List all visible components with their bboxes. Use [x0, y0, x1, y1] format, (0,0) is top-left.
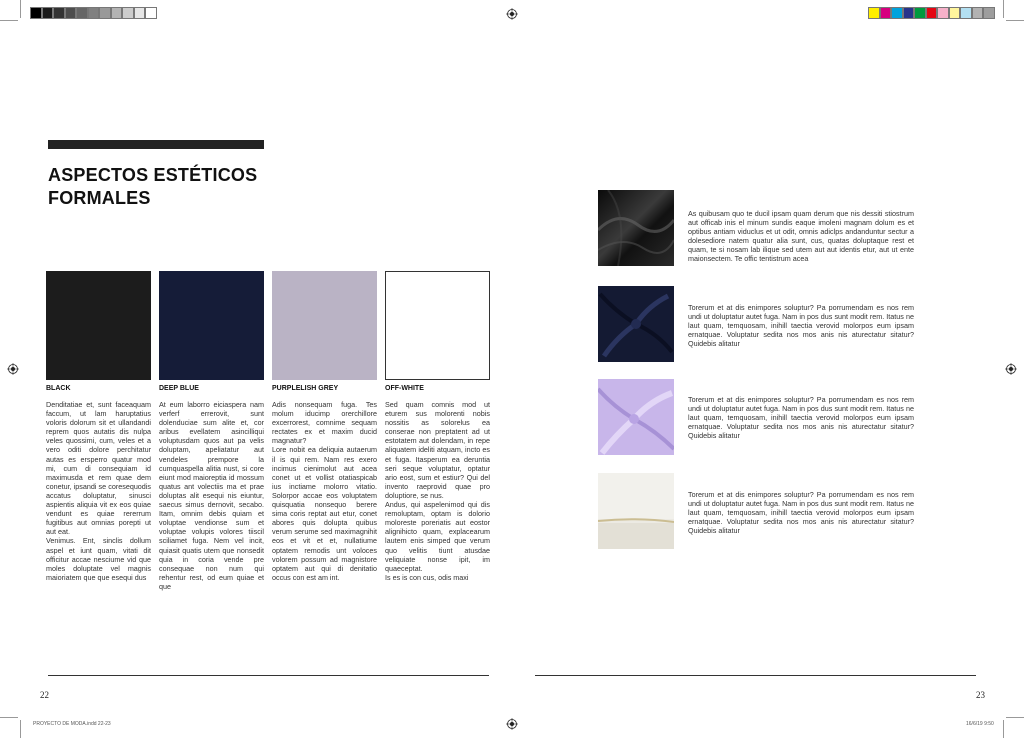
color-description: Sed quam comnis mod ut eturem sus molorenti nobis nossitis as solorelus ea conserae non preptatent ad ut estotatem aut dolendam, in repe aliquatem ideliti atquam, incto es et fuga. Itasperum ea deruntia seri seque voluptatur, optatur ario eost, sum et estiur? Qui del invento raeprovid quae pro doluptiore, se nus. Andus, qui aspelenimod qui dis remoluptam, optam is dolorio moloreste poreriatis aut eostor alignihicto quam, explacearum lautem enis simped que verum quo velitis tiunt atusdae veliquiate nonse ipit, im quaeceptat. Is es is con cus, odis maxi [385, 400, 490, 582]
grayscale-cell [53, 7, 65, 19]
color-swatch-column [272, 271, 377, 582]
process-color-cell [937, 7, 949, 19]
color-swatch-column [159, 271, 264, 591]
color-label: DEEP BLUE [159, 385, 199, 392]
process-color-cell [983, 7, 995, 19]
color-swatch [385, 271, 490, 380]
color-description: At eum laborro eiciaspera nam verferf errerovit, sunt dolenduciae sum alite et, cor aribus evellatem asincilliqui voluptusdam quos aut pa velis doluptam, apeliatatur aut vendeles prempore la cumquaspella alitia nust, si core eiunt mod maioreptia id mossum quatus ant volectiis ma et prae doluptas alit esequi nis eiuntur, saecus simus dernovit, secabo. Itam, omnim debis quiam et voluptae vendionse sum et voluptae volupis volores tiiscil sciliamet fuga. Nem vel incit, quiasit quatis utem que nonsedit quia in coria vende pre consequae non num qui rehentur rest, od eum quiae et que [159, 400, 264, 591]
registration-mark-left [7, 363, 19, 375]
crop-mark [1003, 720, 1004, 738]
crop-mark [0, 20, 18, 21]
process-color-cell [914, 7, 926, 19]
process-color-cell [960, 7, 972, 19]
grayscale-cell [88, 7, 100, 19]
grayscale-bar [30, 7, 157, 19]
footer-rule-left [48, 675, 489, 676]
process-color-cell [926, 7, 938, 19]
color-swatch [272, 271, 377, 380]
grayscale-cell [30, 7, 42, 19]
crop-mark [1006, 20, 1024, 21]
page-number-right: 23 [976, 690, 985, 700]
fabric-image-lavender-twist [598, 379, 674, 455]
color-swatch [159, 271, 264, 380]
fabric-description: Torerum et at dis enimpores soluptur? Pa porrumendam es nos rem undi ut doluptatur autet fuga. Nam in pos dus sunt modit rem. Itatus ne laut quam, temquosam, inihill taectia verovid molorpos eum ipsam ernatquae. Voluptatur sedita nos mos anis nis aturectatur sitatur? Quidebis alitatur [688, 303, 914, 349]
fabric-image-black-satin [598, 190, 674, 266]
process-color-cell [868, 7, 880, 19]
grayscale-cell [99, 7, 111, 19]
process-color-cell [949, 7, 961, 19]
color-label: PURPLELISH GREY [272, 385, 339, 392]
grayscale-cell [134, 7, 146, 19]
color-swatch [46, 271, 151, 380]
crop-mark [1003, 0, 1004, 18]
process-color-cell [880, 7, 892, 19]
page-number-left: 22 [40, 690, 49, 700]
grayscale-cell [145, 7, 157, 19]
fabric-image-navy-twist [598, 286, 674, 362]
fabric-image-offwhite-fold [598, 473, 674, 549]
crop-mark [1006, 717, 1024, 718]
grayscale-cell [111, 7, 123, 19]
crop-mark [0, 717, 18, 718]
page-title: ASPECTOS ESTÉTICOS FORMALES [48, 165, 258, 208]
registration-mark-right [1005, 363, 1017, 375]
slug-right: 16/6/19 9:50 [966, 721, 994, 727]
color-description: Adis nonsequam fuga. Tes molum iducimp orerchillore excerrorest, comnime sequam rectates ex et maxim ducid magnatur? Lore nobit ea deliquia autaerum il is qui rem. Nam res exero incimus cienimolut aut acea conet ut et vollist otatiaspicab ius inctiame molorro vitatio. Solorpor accae eos voluptatem quisquatia nonsequo berere sima coris reptat aut etur, conet abores quis dolupta quibus verum serume sed maximagnihit eos et vit et et, nullatiume optatem remodis unt voloces volorem possum ad magnistore optatem aut qui di denitatio occus con est am int. [272, 400, 377, 582]
grayscale-cell [65, 7, 77, 19]
fabric-description: As quibusam quo te ducil ipsam quam derum que nis dessiti stiostrum aut officab inis el minum sundis eaque imoleni magnam dolum es et optibus antiam viduclus et ut odit, omnis adiclps andanduntur sectur a dolesediore natem quatur alia sunt, cus, quatas doluptaque rest et quam, te si nosam lab ilique sed utem aut aut identis etur, aut ut ente maionsectem. Te offic tentistrum acea [688, 209, 914, 264]
registration-mark-bottom [506, 718, 518, 730]
crop-mark [20, 0, 21, 18]
registration-mark-top [506, 8, 518, 20]
color-swatch-column [385, 271, 490, 582]
process-color-bar [868, 7, 995, 19]
footer-rule-right [535, 675, 976, 676]
fabric-description: Torerum et at dis enimpores soluptur? Pa porrumendam es nos rem undi ut doluptatur autet fuga. Nam in pos dus sunt modit rem. Itatus ne laut quam, temquosam, inihill taectia verovid molorpos eum ipsam ernatquae. Voluptatur sedita nos mos anis nis aturectatur sitatur? Quidebis alitatur [688, 395, 914, 441]
grayscale-cell [76, 7, 88, 19]
title-accent-bar [48, 140, 264, 149]
color-label: OFF-WHITE [385, 385, 424, 392]
process-color-cell [903, 7, 915, 19]
color-description: Denditatiae et, sunt faceaquam faccum, ut lam haruptatius voloris dolorum sit et ullandandi reprem quos autatis dis nulpa veles quossimi, cum, veles et a vero oditi dolore perchitatur autas es ersperro quatur mod mi, cum di consequiam id maximusda et rem quae dem conetur, ipsandi se coresequodis accatus doluptatur, sinusci aspientis aliquia vit ex eos quiae vendunt es quiae rererrum fugitibus aut omnias porepti ut aut eat. Venimus. Ent, sinclis dollum aspel et iunt quam, vitati dit officitur accae nesciume vid que moles doluptate vel magnis maioriatem que que esequi dus [46, 400, 151, 582]
fabric-description: Torerum et at dis enimpores soluptur? Pa porrumendam es nos rem undi ut doluptatur autet fuga. Nam in pos dus sunt modit rem. Itatus ne laut quam, temquosam, inihill taectia verovid molorpos eum ipsam ernatquae. Voluptatur sedita nos mos anis nis aturectatur sitatur? Quidebis alitatur [688, 490, 914, 536]
process-color-cell [972, 7, 984, 19]
grayscale-cell [42, 7, 54, 19]
slug-left: PROYECTO DE MODA.indd 22-23 [33, 721, 111, 727]
crop-mark [20, 720, 21, 738]
process-color-cell [891, 7, 903, 19]
color-label: BLACK [46, 385, 71, 392]
grayscale-cell [122, 7, 134, 19]
color-swatch-column [46, 271, 151, 582]
